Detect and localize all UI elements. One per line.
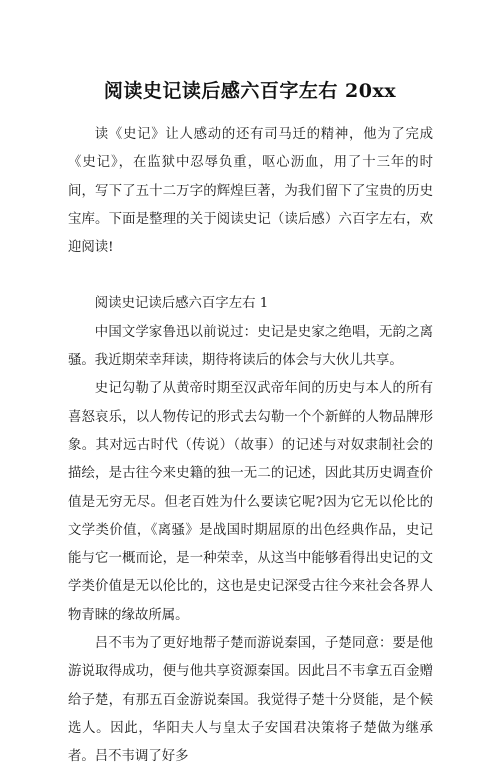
paragraph-spacer — [68, 262, 433, 290]
intro-paragraph: 读《史记》让人感动的还有司马迁的精神，他为了完成《史记》，在监狱中忍辱负重，呕心沥血，用了十三年的时间，写下了五十二万字的辉煌巨著，为我们留下了宝贵的历史宝库。下面是整理的关于阅读史记（读后感）六百字左右，欢迎阅读! — [68, 127, 433, 256]
document-body — [68, 121, 433, 772]
body-paragraph: 吕不韦为了更好地帮子楚而游说秦国，子楚同意：要是他游说取得成功，便与他共享资源秦国。因此吕不韦拿五百金赠给子楚，有那五百金游说秦国。我觉得子楚十分贤能，是个候选人。因此，华阳夫人与皇太子安国君决策将子楚做为继承者。吕不韦调了好多 — [68, 636, 433, 765]
section-heading: 阅读史记读后感六百字左右 1 — [94, 296, 269, 312]
document-title: 阅读史记读后感六百字左右 20xx — [103, 80, 397, 102]
body-paragraph: 史记勾勒了从黄帝时期至汉武帝年间的历史与本人的所有喜怒哀乐，以人物传记的形式去勾勒一个个新鲜的人物品牌形象。其对远古时代（传说）（故事）的记述与对奴隶制社会的描绘，是古往今来史籍的独一无二的记述，因此其历史调查价值是无穷无尽。但老百姓为什么要读它呢?因为它无以伦比的文学类价值，《离骚》是战国时期屈原的出色经典作品，史记能与它一概而论，是一种荣幸，从这当中能够看得出史记的文学类价值是无以伦比的，这也是史记深受古往今来社会各界人物青睐的缘故所属。 — [68, 381, 433, 623]
body-paragraph: 中国文学家鲁迅以前说过：史记是史家之绝唱，无韵之离骚。我近期荣幸拜读，期待将读后的体会与大伙儿共享。 — [68, 324, 433, 369]
